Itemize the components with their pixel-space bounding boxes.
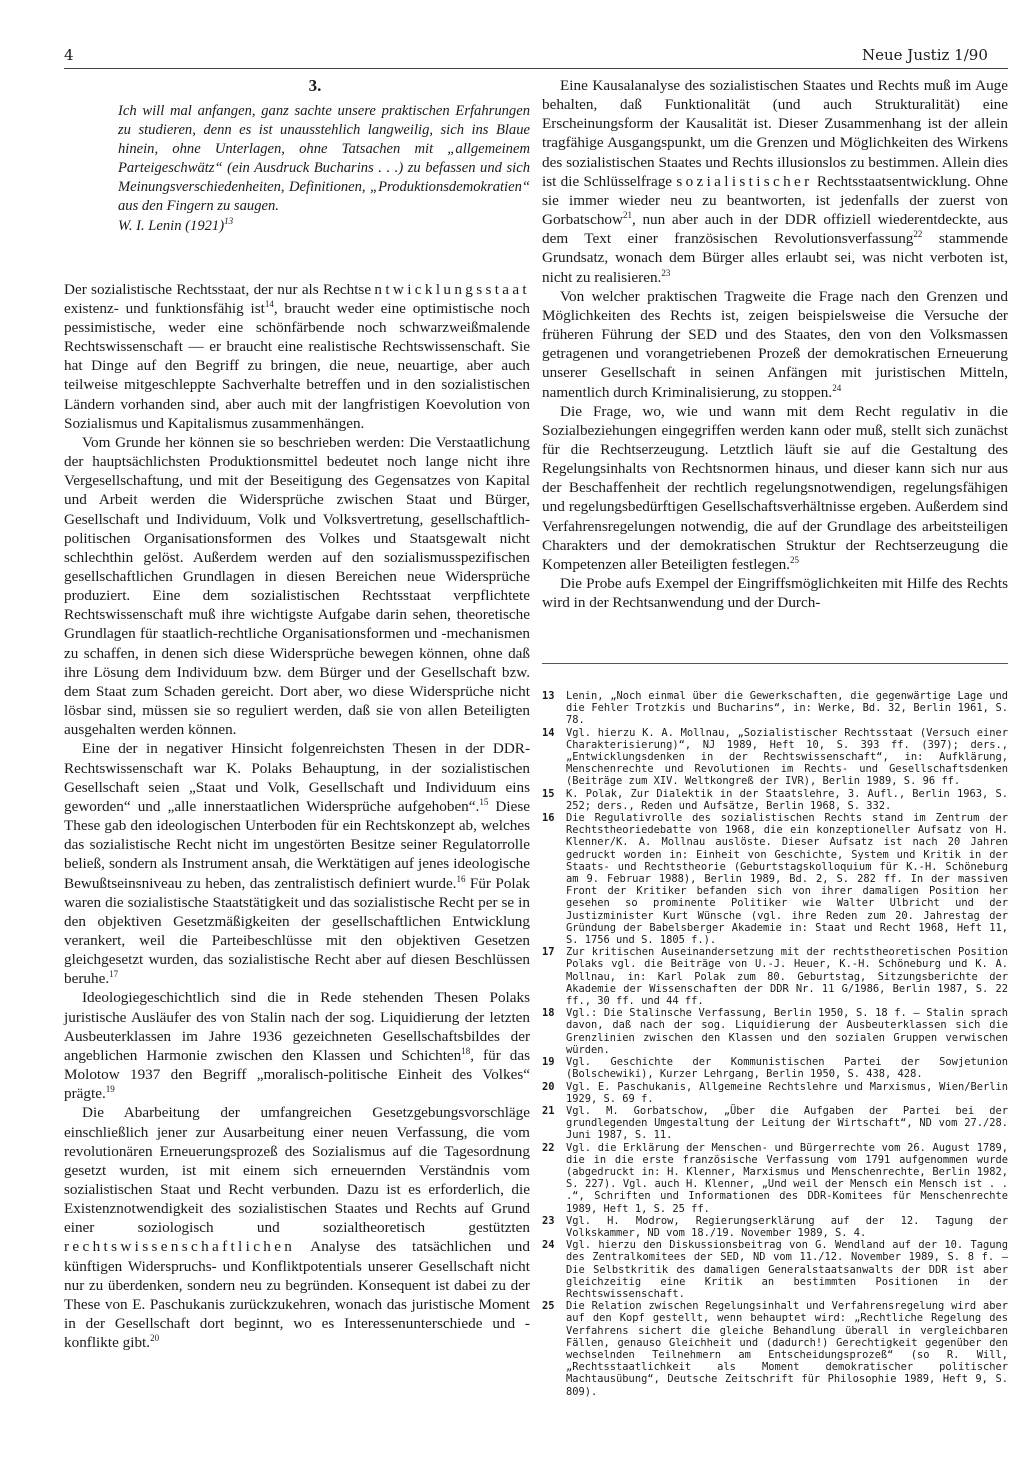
paragraph: Ideologiegeschichtlich sind die in Rede stehenden Thesen Polaks juristische Ausläufer des von Stalin nach der sog. Liquidierung der letzten Ausbeuterklassen im Jahre 1936 gezeichneten Gesellschaftsbildes der angeblichen Harmonie zwischen den Klassen und Schichten$^{18}$, für das Molotow 1937 den Begriff „moralisch-politische Einheit des Volkes“ prägte.$^{19}$: [64, 989, 530, 1103]
paragraph: Von welcher praktischen Tragweite die Frage nach den Grenzen und Möglichkeiten des Rechts ist, zeigen beispielsweise die Versuche der früheren Führung der SED und des Staates, den von den Volksmassen getragenen und vorangetriebenen Prozeß der demokratischen Erneuerung unserer Gesellschaft in seinen Anfängen mit juristischen Mitteln, namentlich durch Kriminalisierung, zu stoppen.$^{24}$: [542, 287, 1008, 401]
paragraph: Der sozialistische Rechtsstaat, der nur als Rechtsentwicklungsstaat existenz- und funktionsfähig ist$^{14}$, braucht weder eine optimistische noch pessimistische, weder eine schönfärbende noch schwarzweißmalende Rechtswissenschaft — er braucht eine realistische Rechtswissenschaft. Sie hat Dinge auf den Begriff zu bringen, die neue, neuartige, aber auch teilweise mitgeschleppte Sachverhalte betreffen und in den sozialistischen Ländern vorhanden sind, aber auch mit der langfristigen Koevolution von Sozialismus und Kapitalismus zusammenhängen.: [64, 280, 530, 432]
paragraph: Die Probe aufs Exempel der Eingriffsmöglichkeiten mit Hilfe des Rechts wird in der Rechtsanwendung und der Durch-: [542, 575, 1008, 612]
footnote: 20 Vgl. E. Paschukanis, Allgemeine Rechtslehre und Marxismus, Wien/Berlin 1929, S. 69 f.: [542, 1080, 1008, 1105]
footnotes: [542, 690, 1008, 1398]
paragraph: Vom Grunde her können sie so beschrieben werden: Die Verstaatlichung der hauptsächlichsten Produktionsmittel bedeutet noch lange nicht ihre Vergesellschaftung, und mit der Beseitigung des Gegensatzes von Kapital und Arbeit werden die Widersprüche zwischen Staat und Bürger, Gesellschaft und Individuum, Volk und Volksvertretung, gesellschaftlich-politischen Organisationsformen des Volkes und Staatsgewalt nicht schlechthin gelöst. Außerdem werden auf den sozialismusspezifischen gesellschaftlichen Grundlagen in diesen Bereichen neue Widersprüche produziert. Eine dem sozialistischen Rechtsstaat verpflichtete Rechtswissenschaft muß ihre wichtigste Aufgabe darin sehen, theoretische Grundlagen für staatlich-rechtliche Organisationsformen und -mechanismen zu schaffen, in denen sich diese Widersprüche bewegen können, ohne daß ihre Lösung dem Individuum bzw. dem Bürger und der Gesellschaft bzw. dem Staat zum Schaden gereicht. Dort aber, wo diese Widersprüche nicht lösbar sind, müssen sie so reguliert werden, daß sie von allen Beteiligten ausgehalten werden können.: [64, 433, 530, 739]
footnote: 21 Vgl. M. Gorbatschow, „Über die Aufgaben der Partei bei der grundlegenden Umgestaltung der Leitung der Wirtschaft“, ND vom 27./28. Juni 1987, S. 11.: [542, 1104, 1008, 1142]
header-rule: [64, 68, 1008, 69]
left-column: [64, 76, 530, 1352]
footnote: 13 Lenin, „Noch einmal über die Gewerkschaften, die gegenwärtige Lage und die Fehler Trotzkis und Bucharins“, in: Werke, Bd. 32, Berlin 1961, S. 78.: [542, 690, 1008, 727]
epigraph-author: W. I. Lenin $(1921)^{13}$: [118, 215, 234, 234]
page-number: 4: [64, 46, 74, 64]
paragraph: Eine Kausalanalyse des sozialistischen Staates und Rechts muß im Auge behalten, daß Funktionalität (und auch Strukturalität) eine Erscheinungsform der Kausalität ist. Dieser Zusammenhang ist der allein tragfähige Ausgangspunkt, um die Grenzen und Möglichkeiten des Wirkens des sozialistischen Staates und Rechts illusionslos zu bestimmen. Allein dies ist die Schlüsselfrage sozialistischer Rechtsstaatsentwicklung. Ohne sie immer wieder neu zu beantworten, ist jedenfalls der zuerst von Gorbatschow$^{21}$, nun aber auch in der DDR offiziell wiederentdeckte, aus dem Text einer französischen Revolutionsverfassung$^{22}$ stammende Grundsatz, wonach dem Bürger alles erlaubt sei, was nicht verboten ist, nicht zu realisieren.$^{23}$: [542, 77, 1008, 286]
paragraph: Die Frage, wo, wie und wann mit dem Recht regulativ in die Sozialbeziehungen eingegriffen werden kann oder muß, stellt sich zunächst für die Rechtserzeugung. Letztlich läuft sie auf die Gestaltung des Regelungsinhalts von Rechtsnormen hinaus, und dieser kann sich nur aus der Beschaffenheit der rechtlich regelungsnotwendigen, regelungsfähigen und regelungsbedürftigen Gesellschaftsverhältnisse ergeben. Außerdem sind Verfahrensregelungen notwendig, die auf der Grundlage des arbeitsteiligen Charakters und der demokratischen Struktur der Rechtserzeugung die Kompetenzen aller Beteiligten festlegen.$^{25}$: [542, 402, 1008, 573]
footnote: 25 Die Relation zwischen Regelungsinhalt und Verfahrensregelung wird aber auf den Kopf gestellt, wenn behauptet wird: „Rechtliche Regelung des Verfahrens sichert die gleiche Behandlung überall in vergleichbaren Fällen, genauso Gleichheit und (dadurch!) Gerechtigkeit gegenüber den wechselnden Teilnehmern am Entscheidungsprozeß“ (so R. Will, „Rechtsstaatlichkeit als Moment demokratischer politischer Machtausübung“, Deutsche Zeitschrift für Philosophie 1989, Heft 9, S. 809).: [542, 1300, 1008, 1398]
section-number: 3.: [308, 76, 322, 95]
right-column: [542, 76, 1008, 612]
epigraph: [118, 102, 530, 236]
journal-title: Neue Justiz 1/90: [862, 46, 988, 64]
footnote: 17 Zur kritischen Auseinandersetzung mit der rechtstheoretischen Position Polaks vgl. die Beiträge von U.-J. Heuer, K.-H. Schöneburg und K. A. Mollnau, in: Karl Polak zum 80. Geburtstag, Sitzungsberichte der Akademie der Wissenschaften der DDR Nr. 11 G/1986, Berlin 1987, S. 22 ff., 30 ff. und 44 ff.: [542, 946, 1008, 1008]
epigraph-text: Ich will mal anfangen, ganz sachte unsere praktischen Erfahrungen zu studieren, denn es ist unausstehlich langweilig, sich ins Blaue hinein, ohne Unterlagen, ohne Tatsachen mit „allgemeinem Parteigeschwätz“ (ein Ausdruck Bucharins . . .) zu befassen und sich Meinungsverschiedenheiten, Definitionen, „Produktionsdemokratien“ aus den Fingern zu saugen.: [118, 103, 530, 215]
right-body: [542, 76, 1008, 612]
footnote: 22 Vgl. die Erklärung der Menschen- und Bürgerrechte vom 26. August 1789, die in die erste französische Verfassung vom 1791 aufgenommen wurde (abgedruckt in: H. Klenner, Marxismus und Menschenrechte, Berlin 1982, S. 227). Vgl. auch H. Klenner, „Und weil der Mensch ein Mensch ist . . .“, Schriften und Informationen des DDR-Komitees für Menschenrechte 1989, Heft 1, S. 25 ff.: [542, 1141, 1008, 1215]
footnote: 23 Vgl. H. Modrow, Regierungserklärung auf der 12. Tagung der Volkskammer, ND vom 18./19. November 1989, S. 4.: [542, 1214, 1008, 1239]
paragraph: Eine der in negativer Hinsicht folgenreichsten Thesen in der DDR-Rechtswissenschaft war K. Polaks Behauptung, in der sozialistischen Gesellschaft seien „Staat und Volk, Gesellschaft und Individuum eins geworden“ und „alle innerstaatlichen Widersprüche aufgehoben“.$^{15}$ Diese These gab den ideologischen Unterboden für ein Rechtskonzept ab, welches das sozialistische Recht nicht im ungestörten Besitze seiner Regulatorrolle beließ, sondern als Instrument ansah, die Werktätigen auf jenes ideologische Bewußtseinsniveau zu heben, das zentralistisch definiert wurde.$^{16}$ Für Polak waren die sozialistische Staatstätigkeit und das sozialistische Recht per se in den objektiven Gesetzmäßigkeiten der gesellschaftlichen Entwicklung verankert, weil die Parteibeschlüsse mit den objektiven Gesetzen gleichgesetzt wurden, das sozialistische Recht aber auf diesen Beschlüssen beruhe.$^{17}$: [64, 740, 530, 988]
footnote: 24 Vgl. hierzu den Diskussionsbeitrag von G. Wendland auf der 10. Tagung des Zentralkomitees der SED, ND vom 11./12. November 1989, S. 8 f. — Die Selbstkritik des damaligen Generalstaatsanwalts der DDR ist aber gleichzeitig eine Kritik an bestimmten Positionen in der Rechtswissenschaft.: [542, 1239, 1008, 1300]
footnote: 15 K. Polak, Zur Dialektik in der Staatslehre, 3. Aufl., Berlin 1963, S. 252; ders., Reden und Aufsätze, Berlin 1968, S. 332.: [542, 787, 1008, 812]
footnote: 16 Die Regulativrolle des sozialistischen Rechts stand im Zentrum der Rechtstheoriedebatte von 1968, die ein konzeptioneller Aufsatz von H. Klenner/K. A. Mollnau auslöste. Dieser Aufsatz ist nach 20 Jahren gedruckt worden in: Einheit von Geschichte, System und Kritik in der Staats- und Rechtstheorie (Geburtstagskolloquium für K.-H. Schöneburg am 9. Februar 1988), Berlin 1989, Bd. 2, S. 282 ff. In der massiven Front der Kritiker befanden sich von ihrer damaligen Position her gesehen so prominente Politiker wie Walter Ulbricht und der Justizminister Kurt Wünsche (vgl. ihre Reden zum 20. Jahrestag der Gründung der Babelsberger Akademie in: Staat und Recht 1968, Heft 11, S. 1756 und S. 1805 f.).: [542, 812, 1008, 947]
footnote-rule: [542, 663, 1008, 664]
footnote: 18 Vgl.: Die Stalinsche Verfassung, Berlin 1950, S. 18 f. — Stalin sprach davon, daß nach der sog. Liquidierung der Ausbeuterklassen sich die Grenzlinien zwischen den Klassen und den sozialen Gruppen verwischen würden.: [542, 1007, 1008, 1056]
paragraph: Die Abarbeitung der umfangreichen Gesetzgebungsvorschläge einschließlich jener zur Ausarbeitung einer neuen Verfassung, die vom revolutionären Erneuerungsprozeß des Sozialismus auf die Tagesordnung gesetzt wurden, ist mit einem sich erneuernden Verständnis vom sozialistischen Staat und Recht verbunden. Dazu ist es erforderlich, die Existenznotwendigkeit des sozialistischen Staates und Rechts auf Grund einer soziologisch und sozialtheoretisch gestützten rechtswissenschaftlichen Analyse des tatsächlichen und künftigen Widerspruchs- und Konfliktpotentials unserer Gesellschaft nicht nur zu überdenken, sondern neu zu begründen. Konsequent ist dabei zu der These von E. Paschukanis zurückzukehren, wonach das juristische Moment in der Gesellschaft dort beginnt, wo es Interessenunterschiede und -konflikte gibt.$^{20}$: [64, 1104, 530, 1352]
left-body: [64, 236, 530, 1353]
footnote: 19 Vgl. Geschichte der Kommunistischen Partei der Sowjetunion (Bolschewiki), Kurzer Lehrgang, Berlin 1950, S. 438, 428.: [542, 1056, 1008, 1081]
footnote: 14 Vgl. hierzu K. A. Mollnau, „Sozialistischer Rechtsstaat (Versuch einer Charakterisierung)“, NJ 1989, Heft 10, S. 393 ff. (397); ders., „Entwicklungsdenken in der Rechtswissenschaft“, in: Aufklärung, Menschenrechte und Revolutionen im Rechts- und Gesellschaftsdenken (Beiträge zum XIV. Weltkongreß der IVR), Berlin 1989, S. 96 ff.: [542, 726, 1008, 788]
